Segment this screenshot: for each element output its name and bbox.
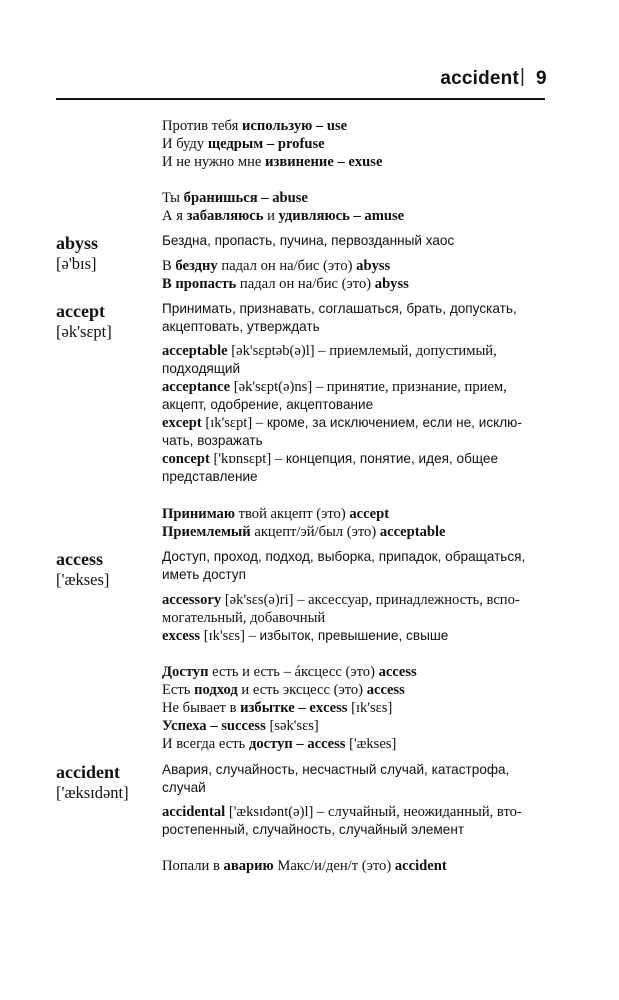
text-line (162, 468, 547, 486)
text-line (162, 609, 547, 627)
intro-stanza-1 (162, 117, 547, 171)
transcription: [ə'bɪs] (56, 254, 97, 273)
definition-line: иметь доступ (162, 567, 246, 582)
text-line (162, 153, 547, 171)
definition-line: Бездна, пропасть, пучина, первозданный хаос (162, 233, 455, 248)
definition-access (162, 548, 547, 584)
bold-run: извинение – exuse (265, 154, 383, 170)
bold-run: except (162, 415, 202, 431)
bold-run: Доступ (162, 664, 209, 680)
bold-run: concept (162, 451, 210, 467)
text-run: Попали в (162, 858, 224, 874)
bold-run: access (378, 664, 417, 680)
text-line (162, 591, 547, 609)
text-run: Не бывает в (162, 700, 241, 716)
mnemonic-abyss (162, 257, 547, 293)
text-line (162, 189, 547, 207)
definition-line: случай (162, 780, 206, 795)
bold-run: access (366, 682, 405, 698)
transcription: ['ækses] (56, 570, 110, 589)
entry-headword-abyss (56, 232, 156, 274)
text-run: А я (162, 208, 187, 224)
headword: abyss (56, 233, 99, 253)
bold-run: accidental (162, 804, 226, 820)
text-line (162, 663, 547, 681)
bold-run: удивляюсь – amuse (278, 208, 405, 224)
text-run: [ək'sɛs(ə)ri] – аксессуар, принадлежность, вспо- (221, 592, 520, 608)
definition-accept (162, 300, 547, 336)
text-run: могательный, добавочный (162, 610, 326, 626)
text-run: Против тебя (162, 118, 242, 134)
bold-run: acceptable (162, 343, 228, 359)
bold-run: Приемлемый (162, 524, 251, 540)
bold-run: избытке – excess (240, 700, 348, 716)
entry-headword-accident (56, 761, 156, 803)
text-line (162, 505, 547, 523)
transcription: [ək'sɛpt] (56, 322, 112, 341)
header-separator: | (520, 66, 525, 87)
text-line (162, 360, 547, 378)
sans-run: избыток, превышение, свыше (259, 628, 449, 643)
definition-line: Авария, случайность, несчастный случай, катастрофа, (162, 762, 510, 777)
text-run: [ək'sɛpt(ə)ns] – принятие, признание, прием, (230, 379, 507, 395)
sans-run: ростепенный, случайность, случайный элемент (162, 822, 465, 837)
bold-run: бранишься – abuse (183, 190, 308, 206)
bold-run: использую – use (241, 118, 348, 134)
text-run: [ɪk'sɛs] (347, 700, 393, 716)
text-line (162, 414, 547, 432)
text-line (162, 717, 547, 735)
bold-run: accept (349, 506, 390, 522)
headword: accident (56, 762, 120, 782)
text-line (162, 117, 547, 135)
bold-run: accessory (162, 592, 222, 608)
sans-run: представление (162, 469, 258, 484)
sans-run: подходящий (162, 361, 241, 376)
text-run: [sək'sɛs] (265, 718, 319, 734)
definition-accident (162, 761, 547, 797)
text-line (162, 735, 547, 753)
text-run: Ты (162, 190, 184, 206)
text-run: Макс/и/ден/т (это) (273, 858, 395, 874)
sans-run: концепция, понятие, идея, общее (285, 451, 499, 466)
text-run: твой акцепт (это) (234, 506, 350, 522)
running-head-word: accident (440, 68, 519, 89)
definition-line: Доступ, проход, подход, выборка, припадок, обращаться, (162, 549, 526, 564)
text-run: Есть (162, 682, 195, 698)
intro-stanza-2 (162, 189, 547, 225)
entry-headword-access (56, 548, 156, 590)
transcription: ['æksɪdənt] (56, 783, 129, 802)
text-run: [ɪk'sɛs] – (200, 628, 260, 644)
headword: accept (56, 301, 105, 321)
sans-run: чать, возражать (162, 433, 263, 448)
mnemonic-accident (162, 857, 547, 875)
text-run: падал он на/бис (это) (236, 276, 375, 292)
bold-run: abyss (356, 258, 391, 274)
definition-line: акцептовать, утверждать (162, 319, 320, 334)
bold-run: подход (194, 682, 238, 698)
bold-run: В пропасть (162, 276, 237, 292)
text-run: ['kɒnsɛpt] – (209, 451, 286, 467)
text-run: падал он на/бис (это) (217, 258, 357, 274)
bold-run: acceptance (162, 379, 231, 395)
page-number: 9 (536, 68, 547, 89)
bold-run: acceptable (379, 524, 446, 540)
sans-run: акцепт, одобрение, акцептование (162, 397, 374, 412)
text-run: и есть эксцесс (это) (237, 682, 367, 698)
bold-run: бездну (175, 258, 218, 274)
bold-run: забавляюсь (186, 208, 264, 224)
text-run: [ək'sɛptəb(ə)l] – приемлемый, допустимый, (227, 343, 497, 359)
text-run: И буду (162, 136, 208, 152)
text-line (162, 699, 547, 717)
text-line (162, 342, 547, 360)
headword: access (56, 549, 103, 569)
text-line (162, 207, 547, 225)
derivatives-accept (162, 342, 547, 486)
text-line (162, 257, 547, 275)
text-line (162, 523, 547, 541)
text-run: И всегда есть (162, 736, 249, 752)
text-line (162, 396, 547, 414)
text-line (162, 275, 547, 293)
definition-abyss (162, 232, 547, 250)
text-run: ['æksɪdənt(ə)l] – случайный, неожиданный, вто- (225, 804, 522, 820)
bold-run: excess (162, 628, 201, 644)
text-run: [ɪk'sɛpt] – (201, 415, 267, 431)
bold-run: доступ – access (248, 736, 346, 752)
bold-run: аварию (223, 858, 274, 874)
sans-run: кроме, за исключением, если не, исклю- (266, 415, 522, 430)
text-line (162, 821, 547, 839)
text-run: есть и есть – áксцесс (это) (208, 664, 379, 680)
derivatives-accident (162, 803, 547, 839)
bold-run: abyss (374, 276, 409, 292)
text-line (162, 627, 547, 645)
mnemonic-accept (162, 505, 547, 541)
text-line (162, 450, 547, 468)
text-line (162, 681, 547, 699)
text-run: и (263, 208, 279, 224)
mnemonic-access (162, 663, 547, 753)
text-run: ['ækses] (345, 736, 397, 752)
bold-run: Принимаю (162, 506, 235, 522)
text-line (162, 432, 547, 450)
text-line (162, 803, 547, 821)
text-run: акцепт/эй/был (это) (250, 524, 380, 540)
bold-run: accident (394, 858, 447, 874)
text-line (162, 135, 547, 153)
bold-run: Успеха – success (162, 718, 266, 734)
running-header (0, 0, 619, 110)
bold-run: щедрым – profuse (207, 136, 325, 152)
text-run: В (162, 258, 176, 274)
text-line (162, 378, 547, 396)
text-run: И не нужно мне (162, 154, 266, 170)
definition-line: Принимать, признавать, соглашаться, брать, допускать, (162, 301, 517, 316)
header-rule (56, 98, 545, 100)
text-line (162, 857, 547, 875)
derivatives-access (162, 591, 547, 645)
entry-headword-accept (56, 300, 156, 342)
